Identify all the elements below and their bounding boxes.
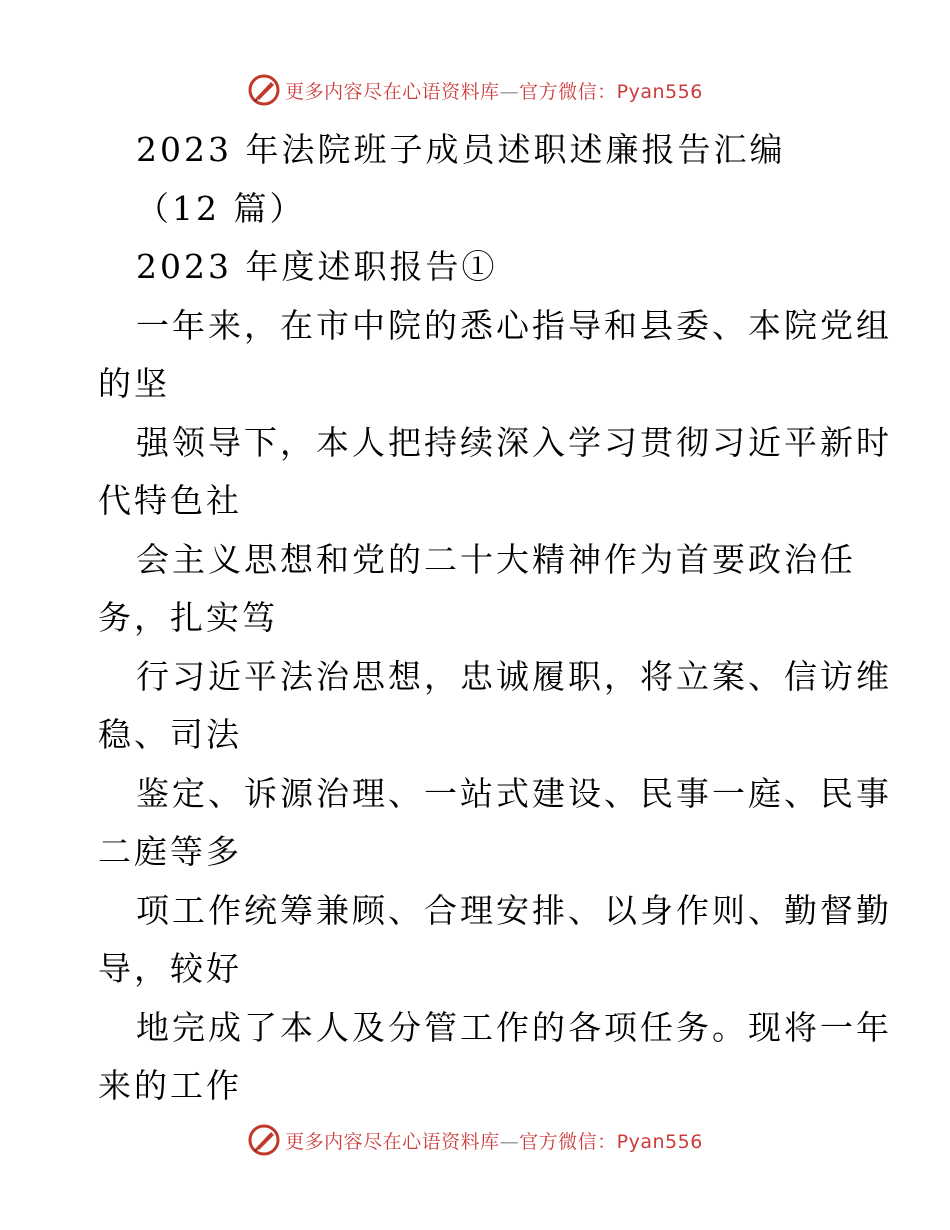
paragraph-line: 项工作统筹兼顾、合理安排、以身作则、勤督勤 [136,890,892,930]
footer-banner-text: 更多内容尽在心语资料库—官方微信：Pyan556 [285,1130,703,1153]
document-title: 2023 年法院班子成员述职述廉报告汇编 [136,130,786,169]
paragraph-line: 的坚 [98,364,170,403]
header-banner-text: 更多内容尽在心语资料库—官方微信：Pyan556 [285,80,703,103]
paragraph-line: 二庭等多 [98,832,242,871]
document-title-count: （12 篇） [136,188,306,228]
paragraph-line: 务，扎实笃 [98,598,278,637]
paragraph-line: 导，较好 [98,949,242,988]
paragraph-line: 一年来，在市中院的悉心指导和县委、本院党组 [136,305,892,345]
footer-banner [0,1120,950,1160]
document-body [98,121,892,1116]
quill-pen-seal-icon [247,1123,281,1157]
paragraph-line: 代特色社 [98,481,242,520]
paragraph-line: 鉴定、诉源治理、一站式建设、民事一庭、民事 [136,773,892,813]
paragraph-line: 行习近平法治思想，忠诚履职，将立案、信访维 [136,656,892,696]
header-banner [0,70,950,110]
paragraph-line: 来的工作 [98,1066,242,1105]
quill-pen-seal-icon [247,73,281,107]
section-heading: 2023 年度述职报告① [136,247,498,286]
paragraph-line: 地完成了本人及分管工作的各项任务。现将一年 [136,1007,892,1047]
paragraph-line: 强领导下，本人把持续深入学习贯彻习近平新时 [136,422,892,462]
paragraph-line: 稳、司法 [98,715,242,754]
paragraph-line: 会主义思想和党的二十大精神作为首要政治任 [136,539,856,579]
